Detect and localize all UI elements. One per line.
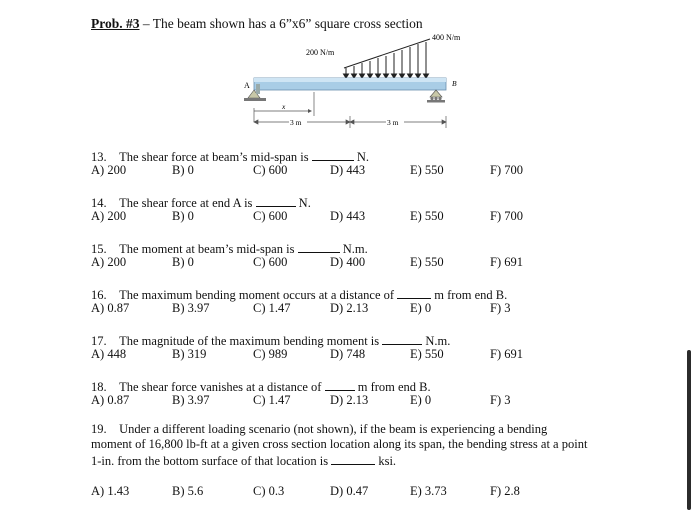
option-f: F) 3 [490,393,511,407]
option-a: A) 1.43 [91,484,130,498]
option-d: D) 443 [330,209,366,223]
option-f: F) 700 [490,209,523,223]
option-e: E) 550 [410,209,444,223]
answer-blank [298,240,340,253]
option-b: B) 3.97 [172,393,210,407]
dimension-right-label: 3 m [387,118,399,127]
option-e: E) 550 [410,163,444,177]
option-c: C) 600 [253,209,288,223]
option-c: C) 600 [253,255,288,269]
dimension-lines [254,116,446,128]
option-f: F) 700 [490,163,523,177]
option-c: C) 600 [253,163,288,177]
load-label-left: 200 N/m [306,48,335,57]
option-c: C) 1.47 [253,393,291,407]
answer-blank [312,148,354,161]
option-f: F) 2.8 [490,484,520,498]
question-13-stem: 13. The shear force at beam’s mid-span is N. [91,150,370,164]
option-f: F) 691 [490,255,523,269]
distributed-load-arrows [344,42,429,78]
load-envelope-line [344,39,430,68]
option-e: E) 0 [410,301,432,315]
support-label-b: B [452,79,457,88]
option-b: B) 3.97 [172,301,210,315]
option-b: B) 0 [172,255,194,269]
option-a: A) 0.87 [91,301,130,315]
option-b: B) 5.6 [172,484,204,498]
option-e: E) 550 [410,347,444,361]
option-d: D) 400 [330,255,366,269]
question-19-stem: 19. Under a different loading scenario (not shown), if the beam is experiencing a bending moment of 16,800 lb-ft at a given cross section location along its span, the bending stress at a point 1-in. from the bottom surface of that location is ksi. [91,422,588,468]
option-e: E) 3.73 [410,484,447,498]
question-16-stem: 16. The maximum bending moment occurs at a distance of m from end B. [91,288,508,302]
answer-blank [256,194,296,207]
beam-figure [230,30,490,135]
answer-blank [331,452,375,465]
option-a: A) 448 [91,347,127,361]
problem-number: Prob. #3 [91,16,140,31]
option-d: D) 443 [330,163,366,177]
question-18-stem: 18. The shear force vanishes at a distance of m from end B. [91,380,431,394]
vertical-scrollbar[interactable] [687,350,691,510]
option-a: A) 200 [91,163,127,177]
option-d: D) 2.13 [330,301,369,315]
option-d: D) 2.13 [330,393,369,407]
question-15-stem: 15. The moment at beam’s mid-span is N.m. [91,242,368,256]
answer-blank [382,332,422,345]
question-14-stem: 14. The shear force at end A is N. [91,196,311,210]
option-e: E) 550 [410,255,444,269]
option-b: B) 0 [172,209,194,223]
option-a: A) 200 [91,209,127,223]
option-c: C) 1.47 [253,301,291,315]
option-a: A) 0.87 [91,393,130,407]
option-b: B) 0 [172,163,194,177]
option-d: D) 748 [330,347,366,361]
roller-support-b [427,90,445,103]
load-label-right: 400 N/m [432,33,461,42]
x-coordinate-label: x [282,102,286,111]
option-d: D) 0.47 [330,484,369,498]
option-f: F) 3 [490,301,511,315]
option-a: A) 200 [91,255,127,269]
dimension-left-label: 3 m [290,118,302,127]
option-e: E) 0 [410,393,432,407]
problem-statement: – The beam shown has a 6”x6” square cross section [142,16,423,31]
answer-blank [397,286,431,299]
option-c: C) 989 [253,347,288,361]
option-f: F) 691 [490,347,523,361]
option-c: C) 0.3 [253,484,285,498]
option-b: B) 319 [172,347,207,361]
support-label-a: A [244,81,250,90]
answer-blank [325,378,355,391]
question-17-stem: 17. The magnitude of the maximum bending moment is N.m. [91,334,451,348]
